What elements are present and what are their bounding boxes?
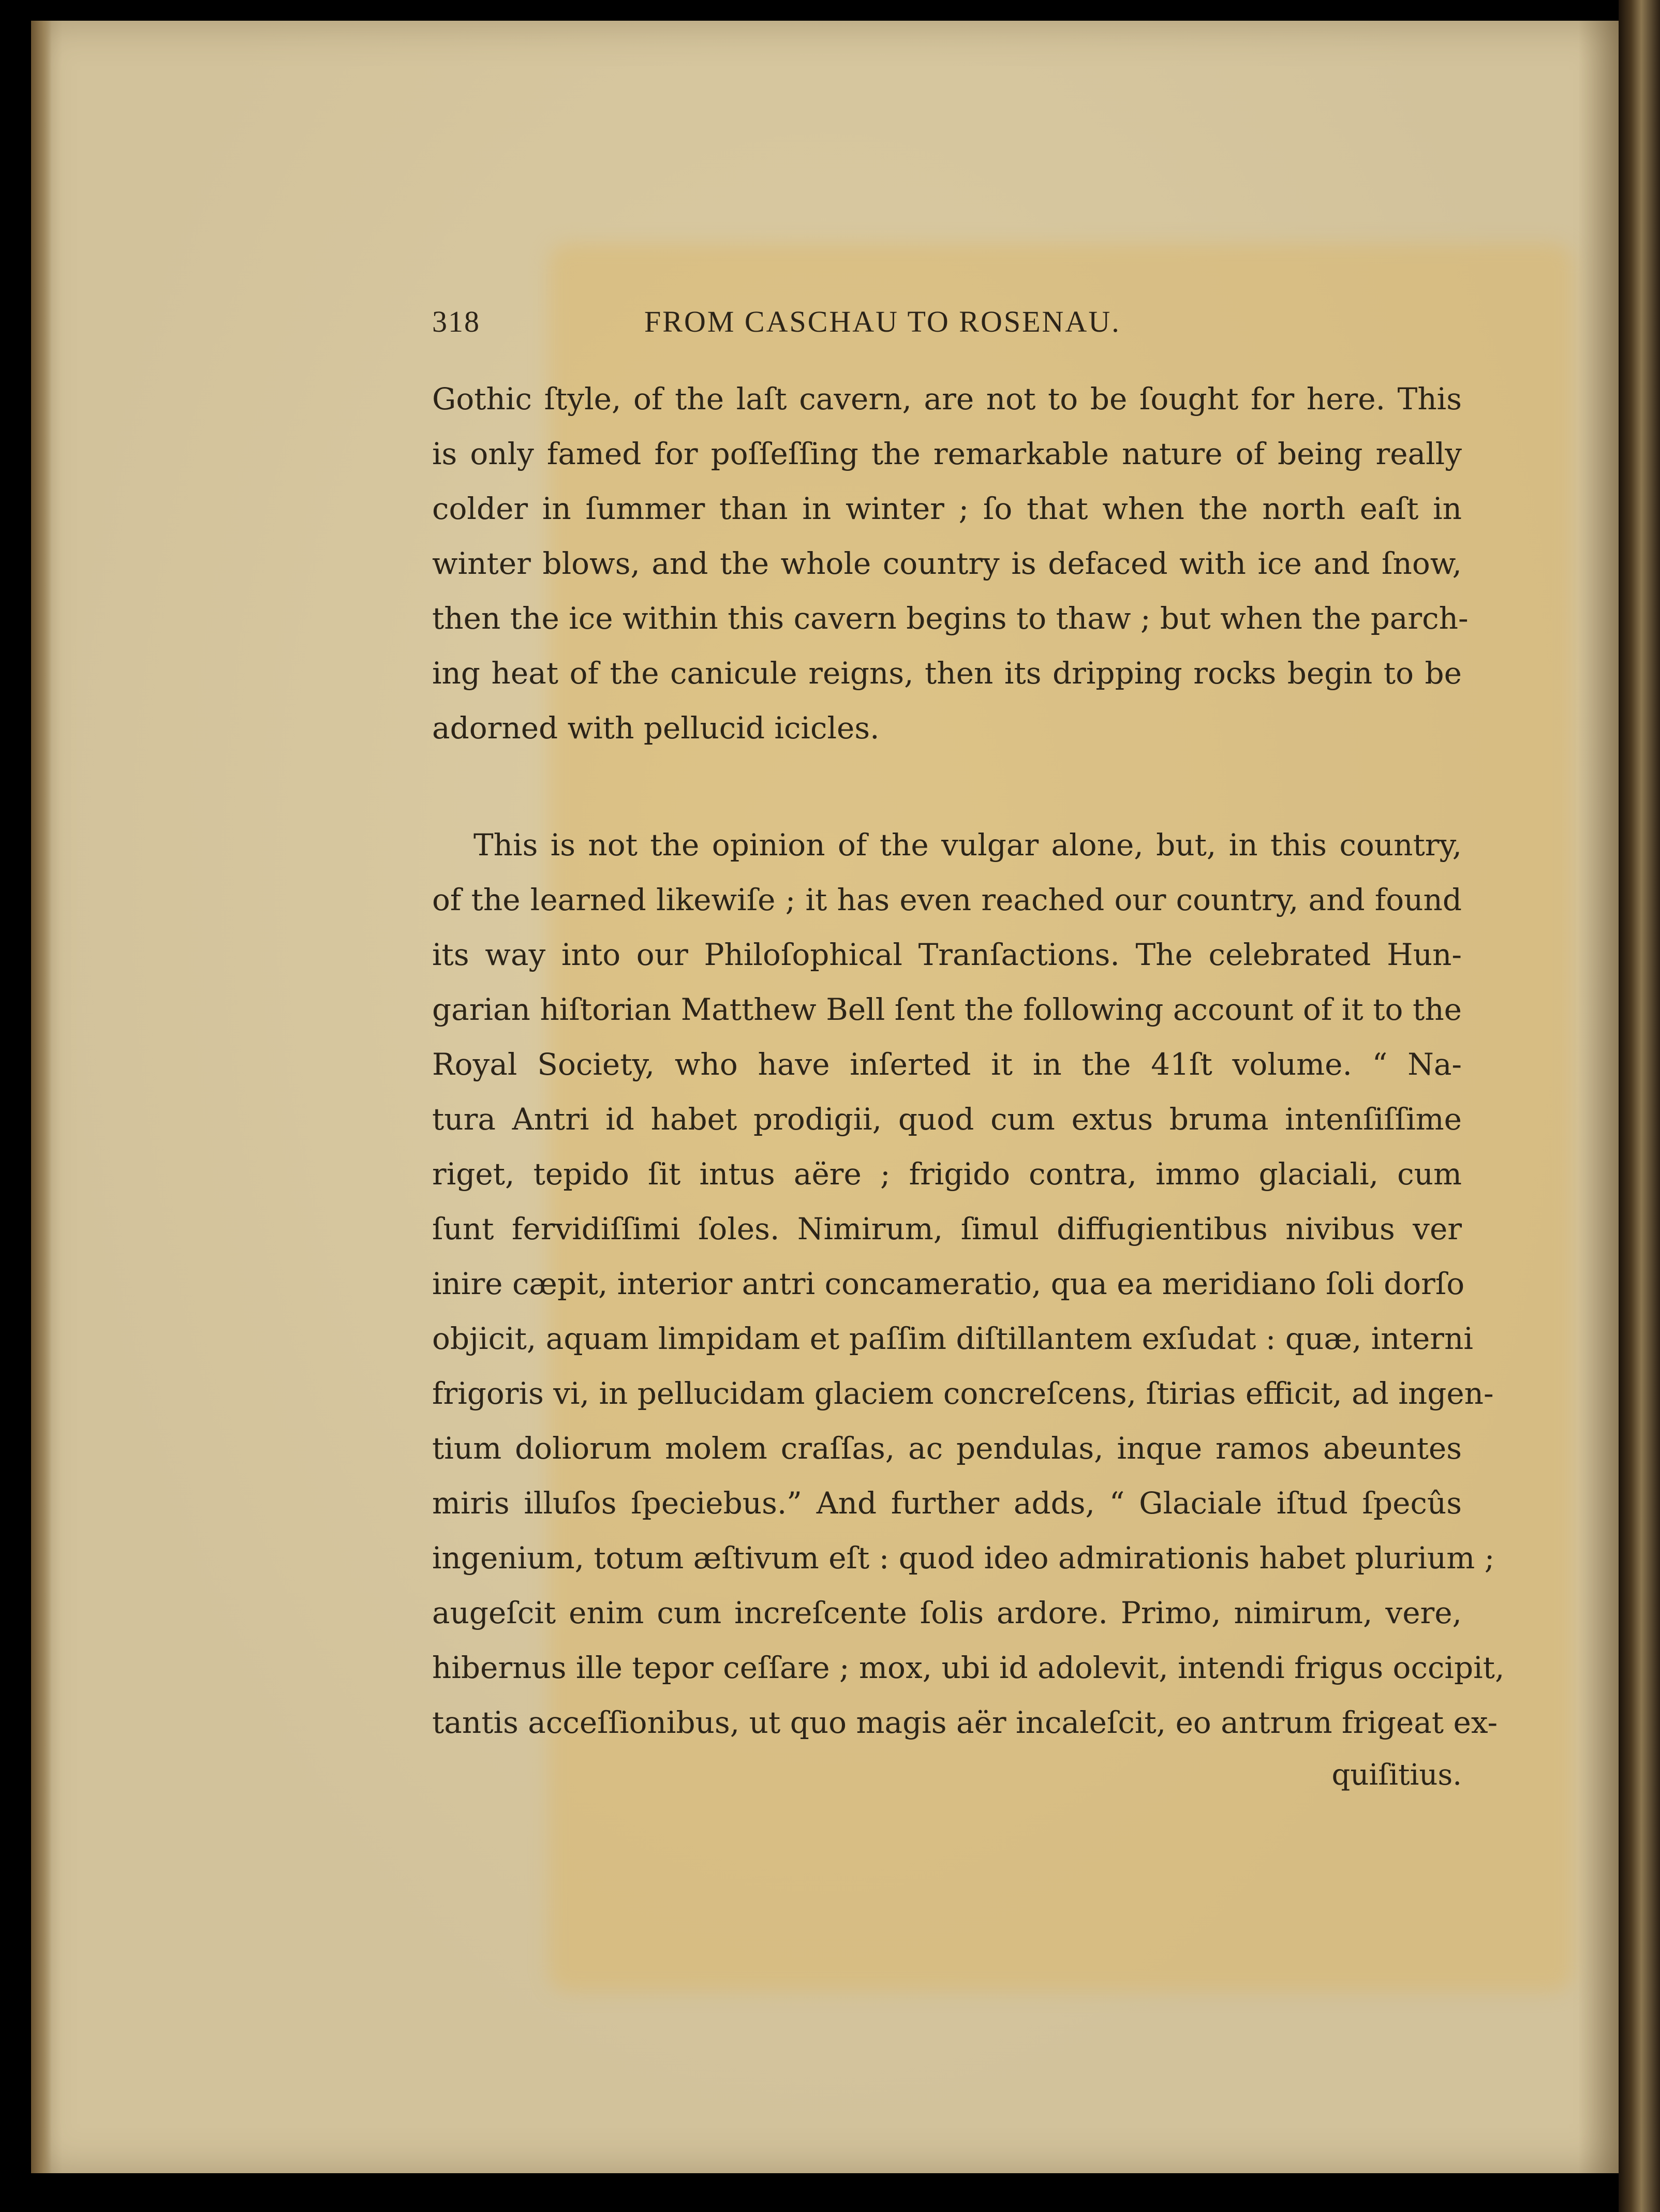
catchword-text: quiſitius. bbox=[1331, 1758, 1462, 1792]
text-line: adorned with pellucid icicles. bbox=[432, 710, 880, 746]
text-line: its way into our Philoſophical Tranſactions. The celebrated Hun- bbox=[432, 937, 1462, 972]
text-line: Royal Society, who have inſerted it in the 41ſt volume. “ Na- bbox=[432, 1047, 1462, 1082]
text-line: ſunt fervidiſſimi ſoles. Nimirum, ſimul diffugientibus nivibus ver bbox=[432, 1211, 1462, 1246]
text-line: miris illuſos ſpeciebus.” And further adds, “ Glaciale iſtud ſpecûs bbox=[432, 1486, 1462, 1521]
text-line: inire cæpit, interior antri concameratio, qua ea meridiano ſoli dorſo bbox=[432, 1266, 1465, 1301]
page-number: 318 bbox=[432, 305, 480, 338]
text-line: tium doliorum molem craſſas, ac pendulas, inque ramos abeuntes bbox=[432, 1431, 1462, 1466]
running-head bbox=[432, 304, 1462, 346]
text-line: of the learned likewiſe ; it has even reached our country, and found bbox=[432, 882, 1462, 917]
text-line: Gothic ſtyle, of the laſt cavern, are not to be ſought for here. This bbox=[432, 381, 1462, 417]
text-line: tura Antri id habet prodigii, quod cum extus bruma intenſiſſime bbox=[432, 1102, 1462, 1137]
text-line: objicit, aquam limpidam et paſſim diſtillantem exſudat : quæ, interni bbox=[432, 1321, 1473, 1356]
book-edge bbox=[1619, 0, 1660, 2212]
text-line: garian hiſtorian Matthew Bell ſent the following account of it to the bbox=[432, 992, 1462, 1027]
text-line: ing heat of the canicule reigns, then its dripping rocks begin to be bbox=[432, 656, 1462, 691]
page-gutter bbox=[31, 21, 52, 2173]
text-line: This is not the opinion of the vulgar alone, but, in this country, bbox=[473, 827, 1462, 863]
text-line: then the ice within this cavern begins to thaw ; but when the parch- bbox=[432, 601, 1469, 636]
page-title: FROM CASCHAU TO ROSENAU. bbox=[644, 305, 1121, 338]
text-line: augeſcit enim cum increſcente ſolis ardore. Primo, nimirum, vere, bbox=[432, 1595, 1462, 1630]
text-line: colder in ſummer than in winter ; ſo that when the north eaſt in bbox=[432, 491, 1462, 526]
text-line: riget, tepido ſit intus aëre ; frigido contra, immo glaciali, cum bbox=[432, 1156, 1462, 1192]
text-line: frigoris vi, in pellucidam glaciem concreſcens, ſtirias efficit, ad ingen- bbox=[432, 1376, 1494, 1411]
text-line: tantis acceſſionibus, ut quo magis aër incaleſcit, eo antrum frigeat ex- bbox=[432, 1705, 1498, 1740]
text-line: winter blows, and the whole country is defaced with ice and ſnow, bbox=[432, 546, 1462, 581]
text-line: is only famed for poſſeſſing the remarkable nature of being really bbox=[432, 436, 1462, 471]
text-line: ingenium, totum æſtivum eſt : quod ideo admirationis habet plurium ; bbox=[432, 1540, 1495, 1576]
catchword bbox=[432, 1758, 1462, 1792]
text-line: hibernus ille tepor ceſſare ; mox, ubi id adolevit, intendi frigus occipit, bbox=[432, 1650, 1505, 1685]
paragraph-1 bbox=[432, 372, 1469, 755]
paragraph-2 bbox=[432, 818, 1505, 1750]
